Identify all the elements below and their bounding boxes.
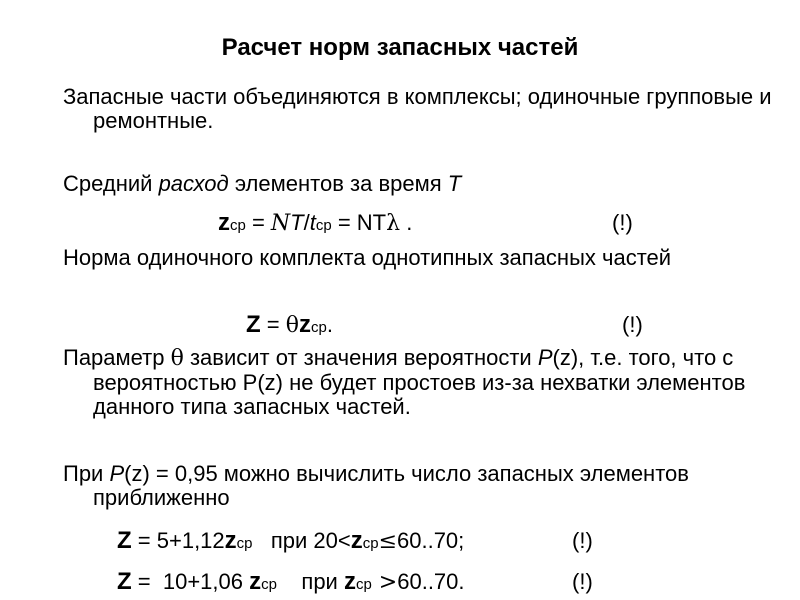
subscript: ср (236, 535, 253, 552)
text: = 5+1,12 (131, 528, 225, 553)
paragraph-approximation (63, 462, 800, 510)
var-z: z (350, 527, 363, 554)
important-mark: (!) (572, 569, 593, 594)
var-z: z (224, 527, 237, 554)
var-z: z (343, 568, 356, 595)
greater-than-symbol: > (371, 570, 398, 595)
equals: = (245, 210, 271, 235)
formula-average-consumption (218, 210, 412, 239)
formula-approx-high-range (117, 569, 465, 598)
var-Z: Z (117, 568, 132, 595)
variable-P: P (537, 345, 553, 370)
text: зависит от значения вероятности (183, 345, 538, 370)
var-NT: NT (356, 210, 387, 235)
paragraph-spare-parts-sets: Запасные части объединяются в комплексы; одиночные групповые и ремонтные. (63, 84, 772, 133)
less-equal-symbol: ≤ (378, 529, 397, 554)
lambda-symbol: λ (386, 211, 401, 236)
var-z: z (299, 311, 311, 338)
period: . (400, 210, 413, 235)
var-z: z (249, 568, 262, 595)
subscript: ср (315, 217, 332, 234)
var-N-script: N (270, 211, 291, 236)
formula-approx-low-range (117, 528, 464, 557)
text: (z) = 0,95 можно вычислить число запасных элементов приближенно (93, 461, 689, 510)
variable-T: T (447, 171, 462, 196)
slash: / (303, 210, 310, 235)
text: Средний (63, 171, 159, 196)
text: 60..70; (397, 528, 465, 553)
theta-symbol: θ (285, 313, 299, 338)
paragraph-single-set-norm: Норма одиночного комплекта однотипных запасных частей (63, 245, 672, 270)
var-T: T (290, 210, 304, 235)
var-Z: Z (117, 527, 132, 554)
var-Z: Z (246, 311, 261, 338)
paragraph-theta-parameter (63, 346, 800, 419)
var-z: z (218, 209, 230, 236)
theta-symbol: θ (170, 346, 184, 371)
text-italic: расход (158, 171, 229, 196)
subscript: ср (261, 576, 277, 593)
var-t: t (309, 210, 316, 235)
text: (z), т.е. того, что с вероятностью P(z) не будет простоев из-за нехватки элементов данного типа запасных частей. (93, 345, 746, 419)
subscript: ср (362, 535, 379, 552)
text: При (63, 461, 110, 486)
equals: = (260, 312, 286, 337)
important-mark: (!) (622, 312, 643, 337)
text: 60..70. (397, 569, 465, 594)
subscript: ср (230, 217, 246, 234)
paragraph-average-consumption (63, 172, 800, 196)
text: = 10+1,06 (131, 569, 250, 594)
text: элементов за время (228, 171, 448, 196)
equals: = (331, 210, 357, 235)
formula-single-set-norm (246, 312, 333, 341)
text: при 20< (252, 528, 351, 553)
variable-P: P (109, 461, 125, 486)
subscript: ср (355, 576, 372, 593)
important-mark: (!) (612, 210, 633, 235)
text: Параметр (63, 345, 171, 370)
important-mark: (!) (572, 528, 593, 553)
slide-title: Расчет норм запасных частей (221, 34, 579, 61)
subscript: ср (311, 319, 327, 336)
period: . (326, 312, 333, 337)
text: при (276, 569, 344, 594)
